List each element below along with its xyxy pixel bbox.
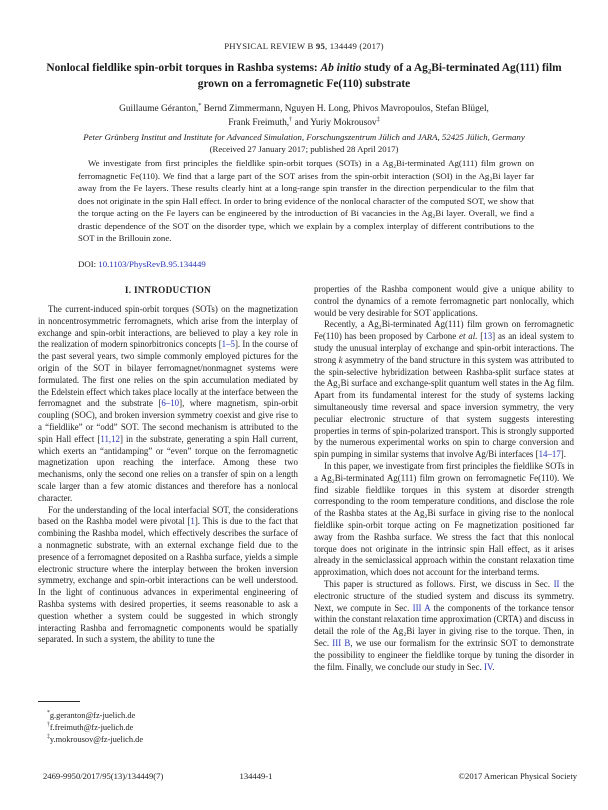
citation-link[interactable]: II: [553, 578, 560, 589]
text-segment: ] as an ideal system to study the unusual interplay of exchange and spin-orbit interactions. The strong: [314, 331, 574, 365]
paragraph: [314, 319, 574, 461]
text-segment: f.freimuth@fz-juelich.de: [49, 722, 134, 732]
citation-link[interactable]: 6–10: [161, 398, 180, 409]
text-segment: For the understanding of the local interfacial SOT, the considerations based on the Rashba model were pivotal [: [38, 504, 298, 527]
footnote-email: [38, 722, 298, 734]
two-column-body: [38, 284, 574, 673]
text-segment: , we use our formalism for the extrinsic SOT to demonstrate the possibility to engineer the fieldlike torque by tuning the disorder in the film. Finally, we conclude our study in Sec.: [314, 637, 574, 672]
issn-identifier: 2469-9950/2017/95(13)/134449(7): [43, 771, 164, 781]
text-segment: Guillaume Géranton,: [119, 104, 199, 114]
paragraph: [314, 461, 574, 579]
text-segment: The current-induced spin-orbit torques (SOTs) on the magnetization in noncentrosymmetric ferromagnets, which arise from the interplay of exchange and spin-orbit interactions, are believed to play a key role in the realization of modern spinorbitronics concepts [: [38, 304, 298, 350]
text-segment: ‡: [47, 734, 50, 741]
copyright-notice: ©2017 American Physical Society: [458, 771, 577, 781]
text-segment: the electronic structure of the studied system and discuss its symmetry. Next, we compute in Sec.: [314, 578, 574, 613]
footnote-rule: [38, 701, 80, 702]
citation-link[interactable]: IV: [484, 661, 493, 672]
text-segment: k: [338, 354, 343, 365]
text-segment: the components of the torkance tensor within the constant relaxation time approximation (CRTA) and discuss in detail the role of the Ag₂Bi layer in giving rise to the torque. Then, in Sec.: [314, 602, 574, 648]
left-column: [38, 284, 298, 673]
text-segment: y.mokrousov@fz-juelich.de: [49, 734, 144, 744]
affiliation: Peter Grünberg Institut and Institute for Advanced Simulation, Forschungszentrum Jülich and JARA, 52425 Jülich, Germany: [83, 131, 525, 142]
text-segment: In this paper, we investigate from first principles the fieldlike SOTs in a Ag₂Bi-terminated Ag(111) film grown on ferromagnetic Fe(110). We find sizable fieldlike torques in this system at disorder strength corresponding to the room temperature conditions, and disclose the role of the Rashba states at the Ag₂Bi surface in giving rise to the nonlocal fieldlike spin-orbit torque acting on Fe magnetization positioned far away from the Rashba surface. We stress the fact that this nonlocal torque does not originate in the intrinsic spin Hall effect, as it arises already in the semiclassical approach within the constant relaxation time approximation, which does not account for the interband terms.: [314, 460, 574, 578]
citation-link[interactable]: III B: [332, 637, 351, 648]
author-line-1: [0, 101, 608, 114]
text-segment: properties of the Rashba component would give a unique ability to control the dynamics of a remote ferromagnetic part nonlocally, which would be very desirable for SOT applications.: [314, 284, 574, 318]
text-segment: et al.: [459, 331, 478, 342]
text-segment: study of a Ag₂Bi-terminated Ag(111) film grown on a ferromagnetic Fe(110) substrate: [197, 62, 562, 90]
text-segment: .: [492, 661, 495, 672]
text-segment: ].: [560, 449, 566, 460]
text-segment: Recently, a Ag₂Bi-terminated Ag(111) film grown on ferromagnetic Fe(110) has been proposed by Carbone: [314, 319, 574, 342]
text-segment: †: [289, 115, 293, 123]
text-segment: Frank Freimuth,: [228, 118, 290, 128]
footnote-email: [38, 734, 298, 746]
text-segment: ]. This is due to the fact that combining the Rashba model, which effectively describes the surface of a nonmagnetic substrate, with an external exchange field due to the presence of a ferromagnet deposited on a Rashba surface, yields a simple electronic structure where the interplay between the broken inversion symmetry, exchange and spin-orbit interactions can be well understood. In the light of continuous advances in experimental engineering of Rashba systems with desired properties, it seems reasonable to ask a question whether a system could be suggested in which strongly interacting Rashba and ferromagnetic components would be spatially separated. In such a system, the ability to tune the: [38, 516, 298, 645]
right-column: [314, 284, 574, 673]
text-segment: PHYSICAL REVIEW B: [224, 41, 316, 51]
text-segment: Nonlocal fieldlike spin-orbit torques in Rashba systems:: [46, 62, 321, 74]
text-segment: and Yuriy Mokrousov: [292, 118, 377, 128]
citation-link[interactable]: III A: [412, 602, 431, 613]
text-segment: †: [47, 722, 50, 729]
text-segment: [: [477, 331, 484, 342]
footnote-email: [38, 710, 298, 722]
paragraph: [38, 304, 298, 505]
doi-line: [78, 259, 206, 269]
page-number: 134449-1: [239, 771, 273, 781]
citation-link[interactable]: 1–5: [221, 339, 235, 350]
text-segment: *: [47, 710, 50, 717]
doi-label: DOI:: [78, 259, 97, 269]
footnotes-block: [38, 701, 298, 746]
text-segment: ]. In the course of the past several years, two simple commonly employed pictures for the origin of the SOT in bilayer ferromagnet/nonmagnet systems were formulated. The first one relies on the spin accumulation mediated by the Edelstein effect which takes place locally at the interface between the ferromagnet and the substrate [: [38, 339, 298, 409]
text-segment: g.geranton@fz-juelich.de: [49, 711, 136, 720]
section-heading-introduction: I. INTRODUCTION: [124, 285, 212, 295]
citation-link[interactable]: 11,12: [100, 433, 120, 444]
text-segment: ], where magnetism, spin-orbit coupling (SOC), and broken inversion symmetry coexist and give rise to a “fieldlike” or “odd” SOT. The second mechanism is attributed to the spin Hall effect [: [38, 398, 298, 444]
paragraph: [314, 284, 574, 319]
journal-header: [0, 41, 608, 51]
text-segment: asymmetry of the band structure in this system was attributed to the spin-selective hybridization between Rashba-split surface states at the Ag₂Bi surface and exchange-split quantum well states in the Ag film. Apart from its fundamental interest for the study of systems lacking simultaneously time reversal and space inversion symmetry, the very peculiar electronic structure of that system suggests interesting properties in terms of spin-polarized transport. This is strongly supported by the numerous experimental works on spin to charge conversion and spin pumping in similar systems that involve Ag/Bi interfaces [: [314, 354, 574, 460]
abstract: [78, 157, 534, 245]
text-segment: 95: [315, 41, 326, 51]
text-segment: , 134449 (2017): [325, 41, 384, 51]
received-line: (Received 27 January 2017; published 28 April 2017): [209, 144, 399, 154]
citation-link[interactable]: 13: [483, 331, 493, 342]
text-segment: We investigate from first principles the fieldlike spin-orbit torques (SOTs) in a Ag₂Bi-terminated Ag(111) film grown on ferromagnetic Fe(110). We find that a large part of the SOT arises from the spin-orbit interaction (SOI) in the Ag₂Bi layer far away from the Fe layers. These results clearly hint at a long-range spin transfer in the direction perpendicular to the film that does not originate in the spin Hall effect. In order to bring evidence of the nonlocal character of the computed SOT, we show that the torque acting on the Fe layers can be engineered by the introduction of Bi vacancies in the Ag₂Bi layer. Overall, we find a drastic dependence of the SOT on the disorder type, which we explain by a complex interplay of different contributions to the SOT in the Brillouin zone.: [78, 158, 534, 243]
text-segment: ‡: [376, 115, 380, 123]
paper-title: [40, 60, 568, 92]
text-segment: ] in the substrate, generating a spin Hall current, which exerts an “antidamping” or “even” torque on the ferromagnetic magnetization upon reaching the interface. Among these two mechanisms, only the second one relies on a transfer of spin on a length scale larger than a few atomic distances and therefore has a nonlocal character.: [38, 433, 298, 503]
text-segment: *: [198, 101, 202, 109]
text-segment: This paper is structured as follows. First, we discuss in Sec.: [324, 578, 554, 589]
author-line-2: [0, 115, 608, 128]
citation-link[interactable]: 14–17: [538, 449, 561, 460]
text-segment: Bernd Zimmermann, Nguyen H. Long, Phivos Mavropoulos, Stefan Blügel,: [201, 104, 489, 114]
doi-link[interactable]: 10.1103/PhysRevB.95.134449: [98, 259, 206, 269]
paragraph: [314, 579, 574, 673]
paragraph: [38, 505, 298, 647]
text-segment: Ab initio: [320, 62, 362, 74]
citation-link[interactable]: 1: [190, 516, 195, 527]
